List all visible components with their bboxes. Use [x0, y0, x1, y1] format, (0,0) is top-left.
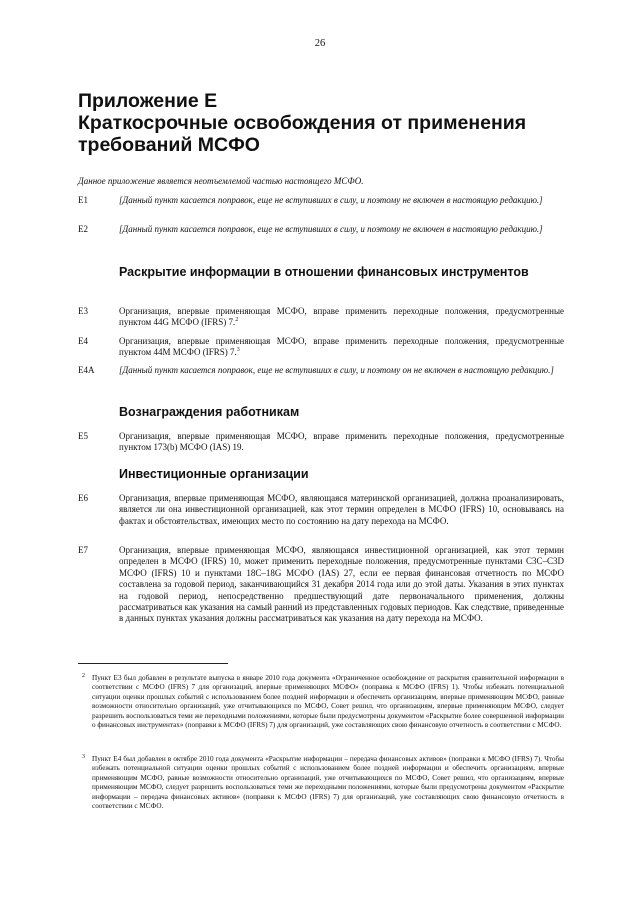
- paragraph-body: Организация, впервые применяющая МСФО, вправе применить переходные положения, предусмотренные пунктом 44M МСФО (IFRS) 7.: [119, 336, 564, 358]
- paragraph-e3: [78, 306, 564, 329]
- paragraph-e4a: [78, 365, 564, 376]
- paragraph-body: Организация, впервые применяющая МСФО, вправе применить переходные положения, предусмотренные пунктом 44G МСФО (IFRS) 7.: [119, 306, 564, 328]
- paragraph-number: E2: [78, 224, 88, 234]
- paragraph-text: Организация, впервые применяющая МСФО, являющаяся материнской организацией, должна проанализировать, является ли она инвестиционной организацией, как этот термин определен в МСФО (IFRS) 10, основываясь на фактах и обстоятельствах, имеющих место по состоянию на дату перехода на МСФО.: [119, 493, 564, 526]
- paragraph-number: E5: [78, 431, 88, 441]
- footnote-ref: 2: [235, 317, 239, 324]
- footnote-ref: 3: [236, 347, 240, 354]
- footnote-text: Пункт E3 был добавлен в результате выпуска в январе 2010 года документа «Ограниченное освобождение от раскрытия сравнительной информации в соответствии с МСФО (IFRS) 7 для организаций, впервые применяющих МСФО» (поправка к МСФО (IFRS) 1). Чтобы избежать потенциальной ситуации оценки прошлых событий с использованием более поздней информации и обеспечить организациям, впервые применяющим МСФО, равные возможности относительно организаций, уже отчитывающихся по МСФО, Совет решил, что организациям, впервые применяющим МСФО, следует разрешить воспользоваться теми же переходными положениями, которые были предусмотрены документом «Раскрытие более совершенной информации о финансовых инструментах» (поправки к МСФО (IFRS) 7) для организаций, уже составляющих свою финансовую отчетность в соответствии с МСФО.: [92, 674, 564, 730]
- paragraph-number: E3: [78, 306, 88, 316]
- paragraph-text: [Данный пункт касается поправок, еще не вступивших в силу, и поэтому не включен в настоящую редакцию.]: [119, 195, 543, 205]
- section-heading-financial-instruments: Раскрытие информации в отношении финансовых инструментов: [119, 265, 529, 279]
- paragraph-number: E4: [78, 336, 88, 346]
- footnote-mark: 3: [82, 754, 85, 760]
- paragraph-text: Организация, впервые применяющая МСФО, вправе применить переходные положения, предусмотренные пунктом 173(b) МСФО (IAS) 19.: [119, 431, 564, 453]
- paragraph-text: [119, 336, 564, 359]
- paragraph-text: [Данный пункт касается поправок, еще не вступивших в силу, и поэтому не включен в настоящую редакцию.]: [119, 224, 543, 234]
- page-number: 26: [314, 38, 326, 49]
- paragraph-text: [Данный пункт касается поправок, еще не вступивших в силу, и поэтому он не включен в настоящую редакцию.]: [119, 365, 554, 375]
- paragraph-text: Организация, впервые применяющая МСФО, являющаяся инвестиционной организацией, как этот термин определен в МСФО (IFRS) 10, может применить переходные положения, предусмотренные пунктами C3C–C3D МСФО (IFRS) 10 и пунктами 18C–18G МСФО (IAS) 27, если ее первая финансовая отчетность по МСФО составлена за годовой период, заканчивающийся 31 декабря 2014 года или до этой даты. Указания в этих пунктах на годовой период, непосредственно предшествующий дате первоначального применения, должны рассматриваться как указания на самый ранний из представленных годовых периодов. Как следствие, приведенные в данных пунктах указания должны рассматриваться как указания на дату перехода на МСФО.: [119, 545, 564, 624]
- section-heading-investment-entities: Инвестиционные организации: [119, 467, 309, 481]
- paragraph-number: E4A: [78, 365, 95, 375]
- footnote-divider: [78, 663, 228, 664]
- footnote-3: [78, 755, 564, 811]
- paragraph-e7: [78, 545, 564, 625]
- footnote-mark: 2: [82, 673, 85, 679]
- paragraph-number: E1: [78, 195, 88, 205]
- paragraph-e6: [78, 493, 564, 527]
- section-heading-employee-benefits: Вознаграждения работникам: [119, 405, 300, 419]
- paragraph-e2: [78, 224, 564, 235]
- title-line-2: Краткосрочные освобождения от применения: [78, 112, 527, 134]
- footnote-2: [78, 674, 564, 730]
- intro-statement: Данное приложение является неотъемлемой частью настоящего МСФО.: [78, 176, 364, 186]
- footnote-text: Пункт E4 был добавлен в октябре 2010 года документа «Раскрытие информации – передача финансовых активов» (поправки к МСФО (IFRS) 7). Чтобы избежать потенциальной ситуации оценки прошлых событий с использованием более поздней информации и обеспечить организациям, впервые применяющим МСФО, равные возможности относительно организаций, уже отчитывающихся по МСФО, Совет решил, что организациям, впервые применяющим МСФО, следует разрешить воспользоваться теми же переходными положениями, которые были предусмотрены документом «Раскрытие информации – передача финансовых активов» (поправки к МСФО (IFRS) 7) для организаций, уже составляющих свою финансовую отчетность в соответствии с МСФО.: [92, 755, 564, 811]
- paragraph-e1: [78, 195, 564, 206]
- title-line-1: Приложение Е: [78, 90, 218, 112]
- appendix-title: [78, 90, 578, 156]
- paragraph-e4: [78, 336, 564, 359]
- paragraph-text: [119, 306, 564, 329]
- title-line-3: требований МСФО: [78, 134, 260, 156]
- paragraph-number: E6: [78, 493, 88, 503]
- paragraph-number: E7: [78, 545, 88, 555]
- paragraph-e5: [78, 431, 564, 454]
